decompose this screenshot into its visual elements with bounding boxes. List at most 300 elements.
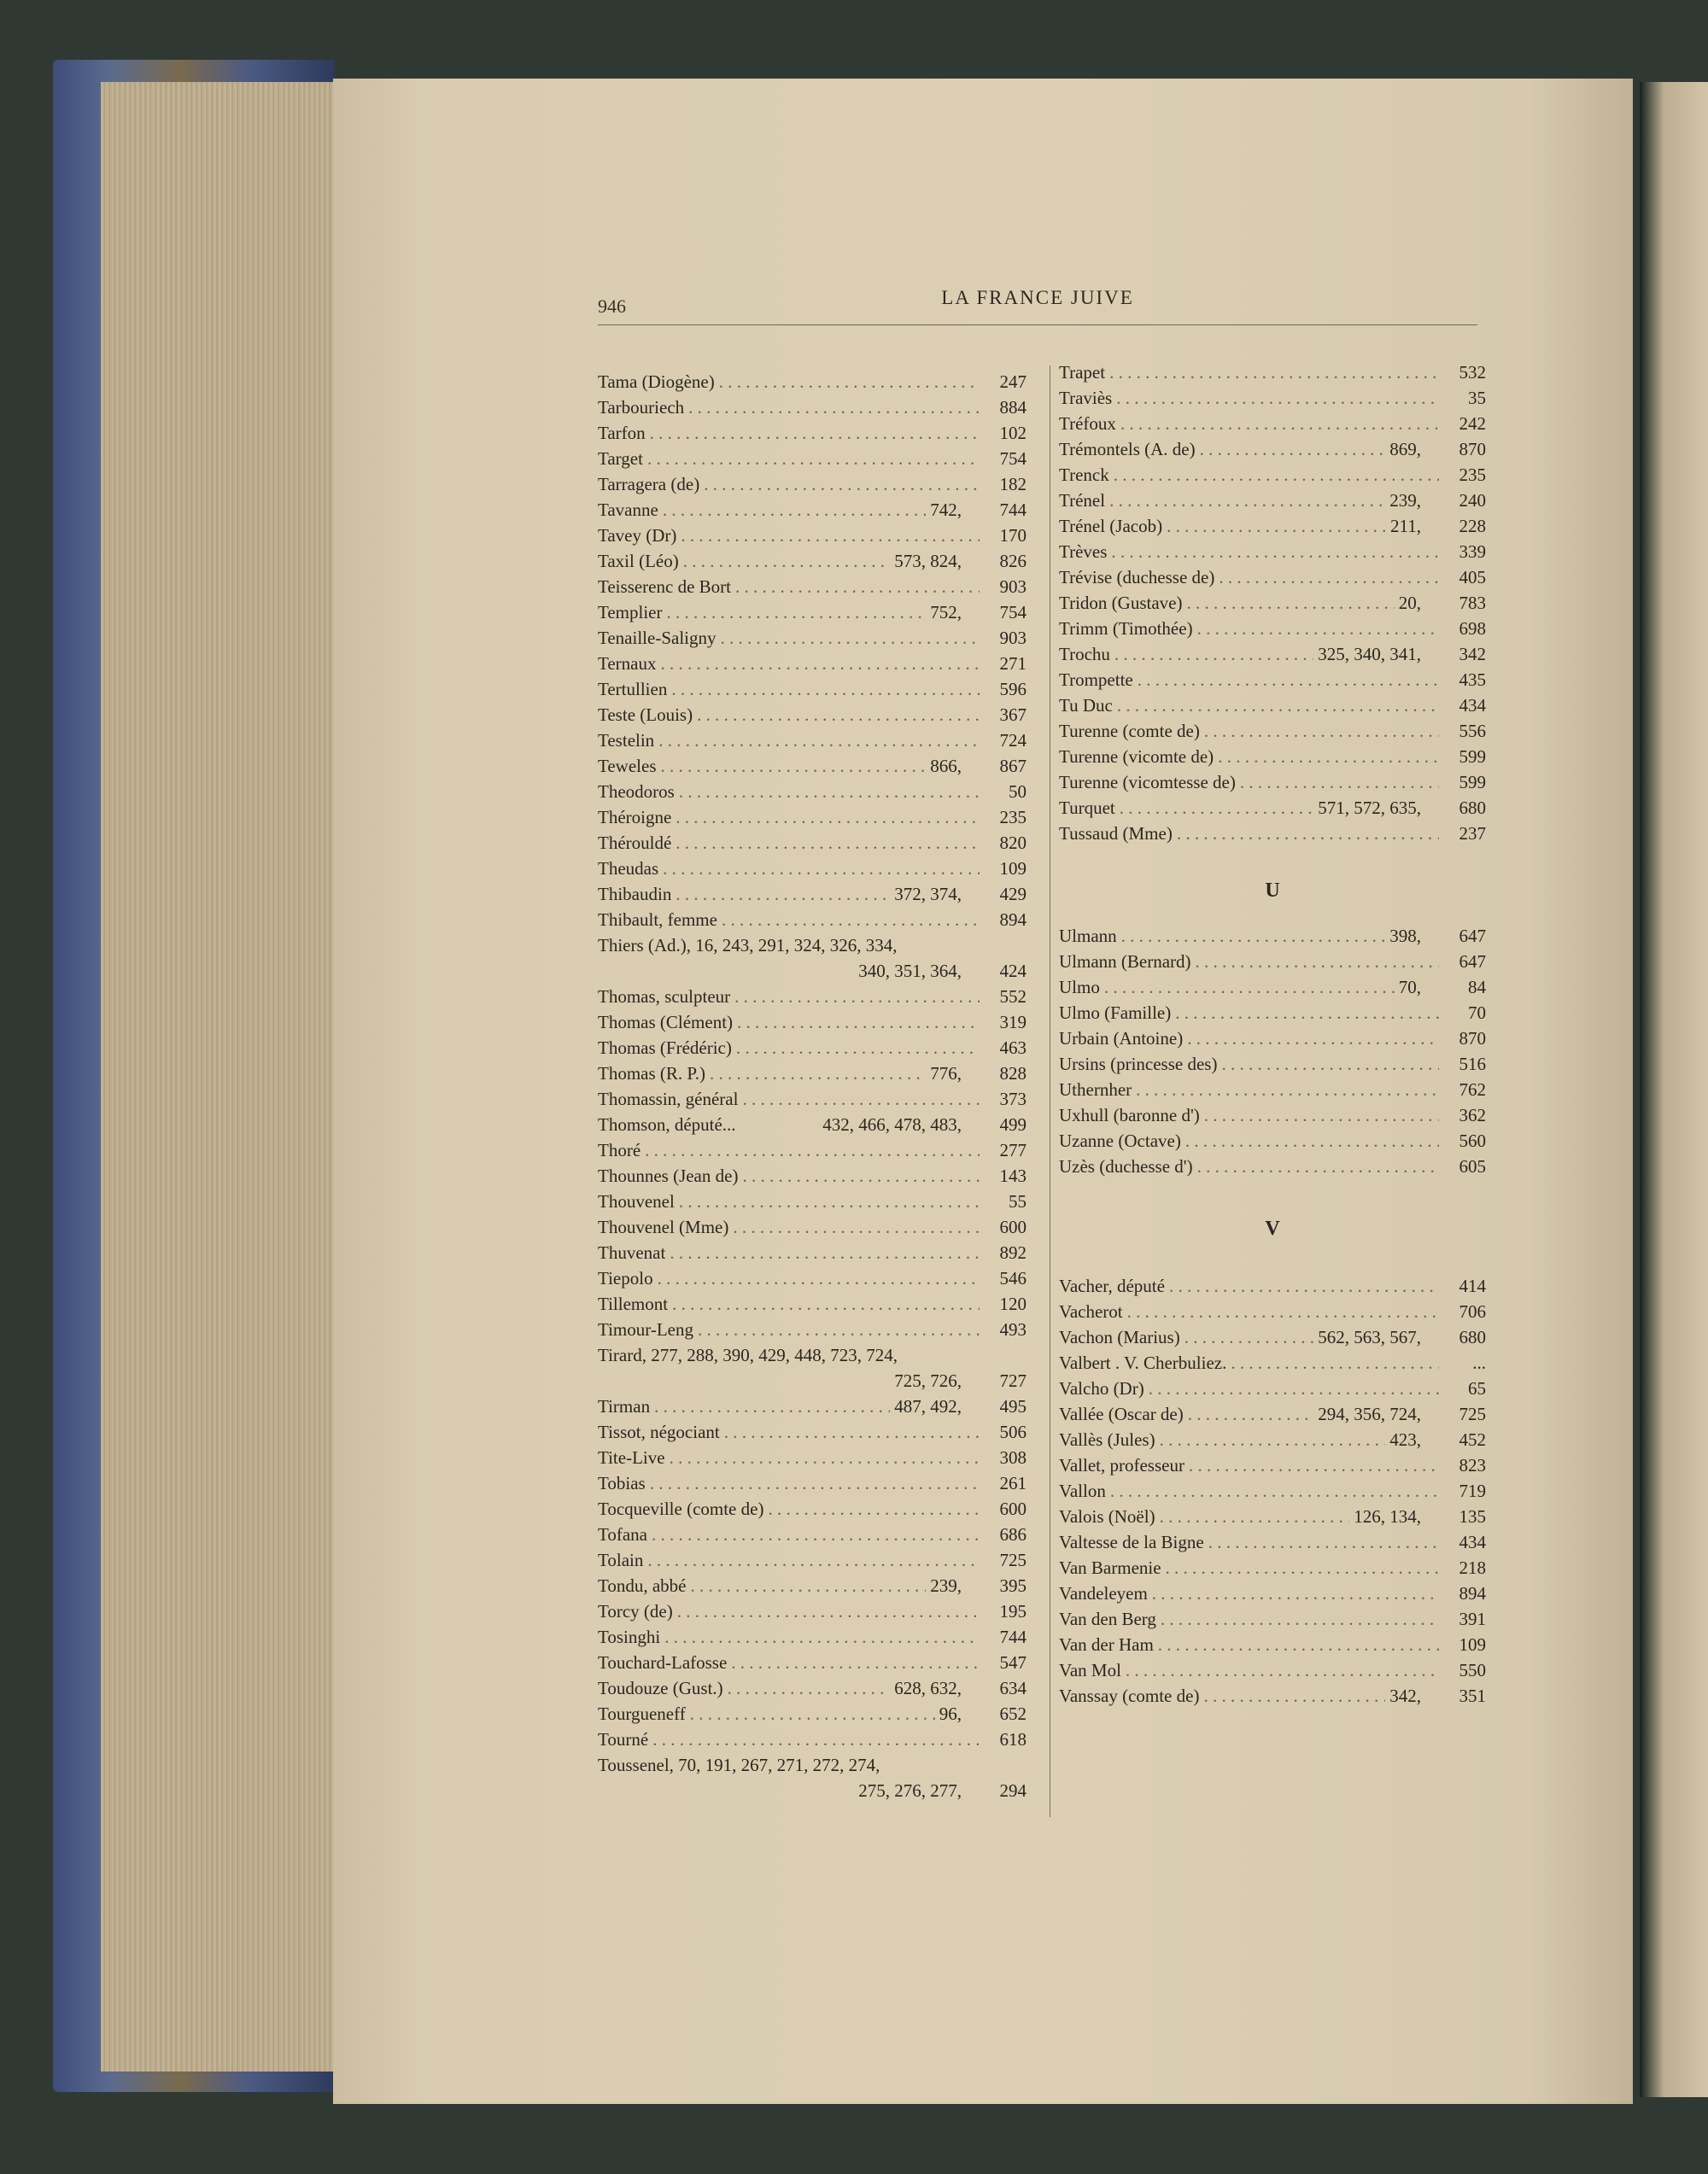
entry-name: Van den Berg — [1059, 1609, 1156, 1629]
entry-page: 351 — [1459, 1686, 1486, 1706]
entry-page: 599 — [1459, 772, 1486, 792]
index-entry — [598, 781, 1027, 807]
entry-name: Urbain (Antoine) — [1059, 1028, 1184, 1049]
entry-page: 686 — [999, 1524, 1027, 1545]
entry-name: Ulmann (Bernard) — [1059, 951, 1191, 972]
entry-page: 319 — [999, 1012, 1027, 1032]
entry-name: Van Barmenie — [1059, 1557, 1161, 1578]
entry-page: 391 — [1459, 1609, 1486, 1629]
index-entry — [1059, 926, 1486, 951]
index-entry — [598, 884, 1027, 909]
entry-name: Trenck — [1059, 465, 1109, 485]
entry-name: Trèves — [1059, 541, 1108, 562]
dot-leader — [1188, 1404, 1314, 1425]
entry-page: 820 — [999, 833, 1027, 853]
index-entry — [598, 423, 1027, 448]
entry-page: 218 — [1459, 1557, 1486, 1578]
entry-name: Thouvenel — [598, 1191, 675, 1212]
entry-page: 550 — [1459, 1660, 1486, 1680]
dot-leader — [671, 679, 980, 700]
entry-name: Teisserenc de Bort — [598, 576, 731, 597]
dot-leader — [1138, 669, 1439, 691]
index-entry — [1059, 951, 1486, 977]
entry-name: Théroigne — [598, 807, 672, 827]
entry-name: Trimm (Timothée) — [1059, 618, 1193, 639]
index-entry — [1059, 1276, 1486, 1301]
entry-name: Touchard-Lafosse — [598, 1652, 728, 1673]
entry-page: 373 — [999, 1089, 1027, 1109]
entry-page: 506 — [999, 1422, 1027, 1442]
index-entry — [1059, 1686, 1486, 1711]
index-entry — [598, 1473, 1027, 1499]
entry-page: 362 — [1459, 1105, 1486, 1125]
entry-page: 744 — [999, 500, 1027, 520]
entry-page: 84 — [1468, 977, 1486, 997]
entry-pages: 239, — [930, 1575, 962, 1596]
entry-pages: 340, 351, 364, — [858, 961, 962, 981]
facing-page-edge — [1640, 82, 1708, 2097]
dot-leader — [1240, 772, 1439, 793]
entry-page: 867 — [999, 756, 1027, 776]
index-entry — [598, 730, 1027, 756]
entry-pages: 869, — [1389, 439, 1421, 459]
entry-name: Tenaille-Saligny — [598, 628, 717, 648]
entry-name: Tirard, 277, 288, 390, 429, 448, 723, 724, — [598, 1345, 898, 1365]
index-entry — [598, 1242, 1027, 1268]
index-entry — [1059, 1557, 1486, 1583]
entry-name: Uxhull (baronne d') — [1059, 1105, 1200, 1125]
dot-leader — [1196, 951, 1439, 973]
dot-leader — [724, 1422, 980, 1443]
entry-name: Trompette — [1059, 669, 1133, 690]
entry-name: Thomas (R. P.) — [598, 1063, 705, 1084]
entry-name: Turquet — [1059, 798, 1115, 818]
dot-leader — [1221, 1054, 1439, 1075]
entry-page: 70 — [1468, 1002, 1486, 1023]
entry-page: 235 — [1459, 465, 1486, 485]
index-entry — [1059, 1002, 1486, 1028]
page-edges — [101, 82, 340, 2072]
dot-leader — [1111, 541, 1439, 563]
entry-name: Valois (Noël) — [1059, 1506, 1155, 1527]
index-entry — [598, 1037, 1027, 1063]
index-entry — [1059, 1506, 1486, 1532]
index-entry — [598, 1755, 1027, 1780]
page-number: 946 — [598, 295, 626, 317]
entry-page: 552 — [999, 986, 1027, 1007]
index-entry — [1059, 1378, 1486, 1404]
dot-leader — [661, 653, 980, 675]
dot-leader — [1110, 1481, 1439, 1502]
entry-name: Tofana — [598, 1524, 647, 1545]
entry-page: 652 — [999, 1704, 1027, 1724]
dot-leader — [677, 1601, 980, 1622]
index-group-u — [1059, 926, 1486, 1182]
dot-leader — [1161, 1609, 1439, 1630]
entry-page: 342 — [1459, 644, 1486, 664]
index-entry — [598, 474, 1027, 500]
entry-name: Vallon — [1059, 1481, 1106, 1501]
index-entry — [1059, 362, 1486, 388]
entry-page: 719 — [1459, 1481, 1486, 1501]
dot-leader — [1167, 516, 1386, 537]
entry-name: Thouvenel (Mme) — [598, 1217, 729, 1237]
dot-leader — [683, 551, 891, 572]
entry-name: Thoré — [598, 1140, 641, 1160]
entry-page: 50 — [1009, 781, 1027, 802]
entry-name: Van der Ham — [1059, 1634, 1154, 1655]
entry-page: 870 — [1459, 439, 1486, 459]
index-entry — [598, 679, 1027, 704]
entry-name: Tondu, abbé — [598, 1575, 687, 1596]
index-entry — [1059, 1429, 1486, 1455]
entry-page: 65 — [1468, 1378, 1486, 1399]
index-entry — [1059, 1455, 1486, 1481]
dot-leader — [1120, 798, 1314, 819]
running-title: LA FRANCE JUIVE — [941, 287, 1134, 308]
entry-name: Tarfon — [598, 423, 646, 443]
entry-name: Turenne (vicomtesse de) — [1059, 772, 1236, 792]
entry-page: 135 — [1459, 1506, 1486, 1527]
index-entry-continuation — [598, 1780, 1027, 1806]
entry-name: Tirman — [598, 1396, 651, 1417]
dot-leader — [1187, 1028, 1439, 1049]
entry-pages: 239, — [1389, 490, 1421, 511]
dot-leader — [672, 1294, 980, 1315]
index-entry — [1059, 1028, 1486, 1054]
dot-leader — [676, 833, 980, 854]
index-entry — [1059, 1301, 1486, 1327]
index-entry — [598, 986, 1027, 1012]
index-entry — [598, 935, 1027, 961]
dot-leader — [1116, 388, 1439, 409]
dot-leader — [1218, 746, 1439, 768]
entry-name: Trochu — [1059, 644, 1110, 664]
entry-page: 823 — [1459, 1455, 1486, 1476]
entry-pages: 423, — [1389, 1429, 1421, 1450]
entry-name: Tolain — [598, 1550, 644, 1570]
entry-name: Vallée (Oscar de) — [1059, 1404, 1184, 1424]
index-entry — [598, 833, 1027, 858]
dot-leader — [737, 1012, 980, 1033]
index-entry — [1059, 721, 1486, 746]
entry-pages: 776, — [930, 1063, 962, 1084]
dot-leader — [736, 1037, 980, 1059]
entry-page: 495 — [999, 1396, 1027, 1417]
dot-leader — [734, 986, 980, 1008]
index-entry — [598, 704, 1027, 730]
index-entry — [598, 397, 1027, 423]
dot-leader — [1185, 1131, 1439, 1152]
entry-page: 894 — [1459, 1583, 1486, 1604]
index-entry — [1059, 1156, 1486, 1182]
dot-leader — [768, 1499, 980, 1520]
entry-page: 903 — [999, 576, 1027, 597]
dot-leader — [1120, 413, 1439, 435]
index-entry — [598, 807, 1027, 833]
entry-page: 680 — [1459, 798, 1486, 818]
entry-name: Thérouldé — [598, 833, 672, 853]
index-entry — [598, 1499, 1027, 1524]
entry-page: 634 — [999, 1678, 1027, 1698]
dot-leader — [1160, 1429, 1386, 1451]
index-entry — [1059, 823, 1486, 849]
index-entry — [1059, 1105, 1486, 1131]
index-entry — [598, 1396, 1027, 1422]
index-entry — [1059, 593, 1486, 618]
entry-pages: 70, — [1398, 977, 1421, 997]
entry-page: 493 — [999, 1319, 1027, 1340]
index-column-left — [598, 371, 1027, 1806]
entry-page: 596 — [999, 679, 1027, 699]
entry-pages: 126, 134, — [1354, 1506, 1421, 1527]
entry-page: 240 — [1459, 490, 1486, 511]
entry-name: Thibault, femme — [598, 909, 717, 930]
entry-page: 605 — [1459, 1156, 1486, 1177]
entry-name: Uzès (duchesse d') — [1059, 1156, 1193, 1177]
entry-page: 647 — [1459, 951, 1486, 972]
dot-leader — [1127, 1301, 1439, 1323]
entry-name: Tavey (Dr) — [598, 525, 677, 546]
index-entry — [598, 1166, 1027, 1191]
entry-page: 903 — [999, 628, 1027, 648]
entry-page: 109 — [999, 858, 1027, 879]
entry-pages: 725, 726, — [894, 1370, 962, 1391]
index-entry — [598, 448, 1027, 474]
dot-leader — [728, 1678, 891, 1699]
entry-page: 308 — [999, 1447, 1027, 1468]
entry-page: 434 — [1459, 1532, 1486, 1552]
index-entry — [1059, 413, 1486, 439]
entry-page: 892 — [999, 1242, 1027, 1263]
entry-name: Thomas (Clément) — [598, 1012, 734, 1032]
index-entry — [1059, 490, 1486, 516]
index-entry — [598, 1601, 1027, 1627]
index-entry — [598, 1345, 1027, 1370]
index-entry — [598, 1575, 1027, 1601]
index-entry — [1059, 1404, 1486, 1429]
index-entry — [1059, 644, 1486, 669]
dot-leader — [719, 371, 980, 393]
entry-page: 618 — [999, 1729, 1027, 1750]
entry-name: Valcho (Dr) — [1059, 1378, 1144, 1399]
dot-leader — [681, 525, 980, 546]
dot-leader — [676, 807, 980, 828]
entry-name: Thounnes (Jean de) — [598, 1166, 739, 1186]
dot-leader — [733, 1217, 980, 1238]
index-entry — [598, 576, 1027, 602]
dot-leader — [690, 1704, 935, 1725]
index-entry — [1059, 746, 1486, 772]
dot-leader — [742, 1089, 980, 1110]
entry-page: 546 — [999, 1268, 1027, 1289]
entry-page: 120 — [999, 1294, 1027, 1314]
entry-name: Tissot, négociant — [598, 1422, 720, 1442]
entry-pages: 294, 356, 724, — [1318, 1404, 1421, 1424]
entry-name: Tridon (Gustave) — [1059, 593, 1183, 613]
index-entry — [598, 653, 1027, 679]
dot-leader — [1114, 644, 1313, 665]
index-entry — [598, 1294, 1027, 1319]
entry-page: 727 — [999, 1370, 1027, 1391]
entry-page: 237 — [1459, 823, 1486, 844]
entry-name: Trémontels (A. de) — [1059, 439, 1196, 459]
entry-name: Thomas (Frédéric) — [598, 1037, 732, 1058]
index-entry — [598, 1319, 1027, 1345]
index-entry — [598, 1063, 1027, 1089]
entry-name: Vandeleyem — [1059, 1583, 1148, 1604]
entry-page: 424 — [999, 961, 1027, 981]
index-entry — [1059, 1054, 1486, 1079]
entry-page: 367 — [999, 704, 1027, 725]
index-entry — [598, 551, 1027, 576]
entry-page: 680 — [1459, 1327, 1486, 1347]
dot-leader — [645, 1140, 980, 1161]
index-entry — [1059, 1660, 1486, 1686]
entry-name: Uzanne (Octave) — [1059, 1131, 1181, 1151]
index-entry — [1059, 977, 1486, 1002]
entry-name: Ulmo — [1059, 977, 1100, 997]
entry-name: Trénel (Jacob) — [1059, 516, 1163, 536]
index-entry — [598, 1729, 1027, 1755]
entry-name: Tavanne — [598, 500, 658, 520]
entry-name: Thomas, sculpteur — [598, 986, 731, 1007]
index-entry — [598, 1268, 1027, 1294]
entry-page: 182 — [999, 474, 1027, 494]
entry-pages: 571, 572, 635, — [1318, 798, 1421, 818]
entry-page: 195 — [999, 1601, 1027, 1622]
index-entry-continuation — [598, 1370, 1027, 1396]
dot-leader — [663, 858, 980, 880]
entry-name: Tu Duc — [1059, 695, 1113, 716]
entry-name: Turenne (vicomte de) — [1059, 746, 1214, 767]
dot-leader — [691, 1575, 927, 1597]
dot-leader — [661, 756, 927, 777]
dot-leader — [664, 1627, 980, 1648]
entry-name: Vacher, député — [1059, 1276, 1165, 1296]
entry-pages: 398, — [1389, 926, 1421, 946]
dot-leader — [670, 1242, 980, 1264]
dot-leader — [679, 781, 980, 803]
index-entry — [1059, 465, 1486, 490]
entry-name: Thiers (Ad.), 16, 243, 291, 324, 326, 334, — [598, 935, 898, 956]
entry-page: 242 — [1459, 413, 1486, 434]
dot-leader — [1109, 362, 1439, 383]
dot-leader — [1197, 1156, 1439, 1178]
index-entry — [1059, 439, 1486, 465]
dot-leader — [1197, 618, 1439, 640]
entry-page: 647 — [1459, 926, 1486, 946]
entry-name: Ulmann — [1059, 926, 1117, 946]
dot-leader — [679, 1191, 980, 1213]
entry-pages: 752, — [930, 602, 962, 622]
entry-page: 754 — [999, 448, 1027, 469]
entry-name: Tocqueville (comte de) — [598, 1499, 764, 1519]
entry-name: Turenne (comte de) — [1059, 721, 1200, 741]
entry-page: 143 — [999, 1166, 1027, 1186]
index-entry — [1059, 516, 1486, 541]
entry-page: 55 — [1009, 1191, 1027, 1212]
entry-pages: 342, — [1389, 1686, 1421, 1706]
dot-leader — [650, 423, 980, 444]
entry-name: Thibaudin — [598, 884, 672, 904]
index-entry — [598, 1089, 1027, 1114]
entry-pages: 211, — [1390, 516, 1421, 536]
index-entry — [598, 858, 1027, 884]
index-entry — [598, 1704, 1027, 1729]
dot-leader — [1104, 977, 1395, 998]
index-entry — [1059, 541, 1486, 567]
dot-leader — [1152, 1583, 1439, 1604]
index-entry — [1059, 618, 1486, 644]
section-heading-v: V — [1265, 1218, 1280, 1240]
entry-name: Timour-Leng — [598, 1319, 693, 1340]
dot-leader — [710, 1063, 926, 1084]
entry-name: Theudas — [598, 858, 659, 879]
entry-name: Templier — [598, 602, 663, 622]
index-entry — [598, 500, 1027, 525]
index-entry — [598, 1422, 1027, 1447]
entry-pages: 742, — [930, 500, 962, 520]
entry-name: Taxil (Léo) — [598, 551, 679, 571]
entry-name: Toussenel, 70, 191, 267, 271, 272, 274, — [598, 1755, 880, 1775]
dot-leader — [652, 1729, 980, 1750]
index-entry — [1059, 798, 1486, 823]
dot-leader — [1136, 1079, 1439, 1101]
dot-leader — [1117, 695, 1439, 716]
index-entry — [598, 1012, 1027, 1037]
entry-name: Vacherot — [1059, 1301, 1123, 1322]
index-entry — [598, 1447, 1027, 1473]
entry-name: Vallet, professeur — [1059, 1455, 1184, 1476]
dot-leader — [647, 1550, 980, 1571]
index-entry — [598, 525, 1027, 551]
entry-page: 725 — [1459, 1404, 1486, 1424]
entry-page: 463 — [999, 1037, 1027, 1058]
entry-name: Van Mol — [1059, 1660, 1121, 1680]
entry-name: Tiepolo — [598, 1268, 653, 1289]
entry-name: Ursins (princesse des) — [1059, 1054, 1218, 1074]
entry-page: 754 — [999, 602, 1027, 622]
dot-leader — [658, 730, 980, 751]
dot-leader — [1208, 1532, 1439, 1553]
dot-leader — [1166, 1557, 1439, 1579]
entry-page: 828 — [999, 1063, 1027, 1084]
index-entry — [1059, 567, 1486, 593]
index-entry — [598, 1627, 1027, 1652]
entry-page: 724 — [999, 730, 1027, 751]
index-entry — [598, 1191, 1027, 1217]
entry-name: Tussaud (Mme) — [1059, 823, 1173, 844]
section-heading-u: U — [1265, 880, 1280, 902]
dot-leader — [1231, 1353, 1439, 1374]
entry-name: Ternaux — [598, 653, 657, 674]
dot-leader — [1175, 1002, 1439, 1024]
entry-page: 429 — [999, 884, 1027, 904]
entry-name: Vachon (Marius) — [1059, 1327, 1180, 1347]
index-entry — [598, 628, 1027, 653]
index-entry — [1059, 1634, 1486, 1660]
entry-name: Trapet — [1059, 362, 1106, 383]
entry-page: 102 — [999, 423, 1027, 443]
entry-page: 600 — [999, 1499, 1027, 1519]
index-entry — [598, 371, 1027, 397]
entry-pages: 628, 632, — [894, 1678, 962, 1698]
dot-leader — [1114, 465, 1439, 486]
dot-leader — [1169, 1276, 1439, 1297]
entry-page: 261 — [999, 1473, 1027, 1493]
index-entry — [598, 1550, 1027, 1575]
